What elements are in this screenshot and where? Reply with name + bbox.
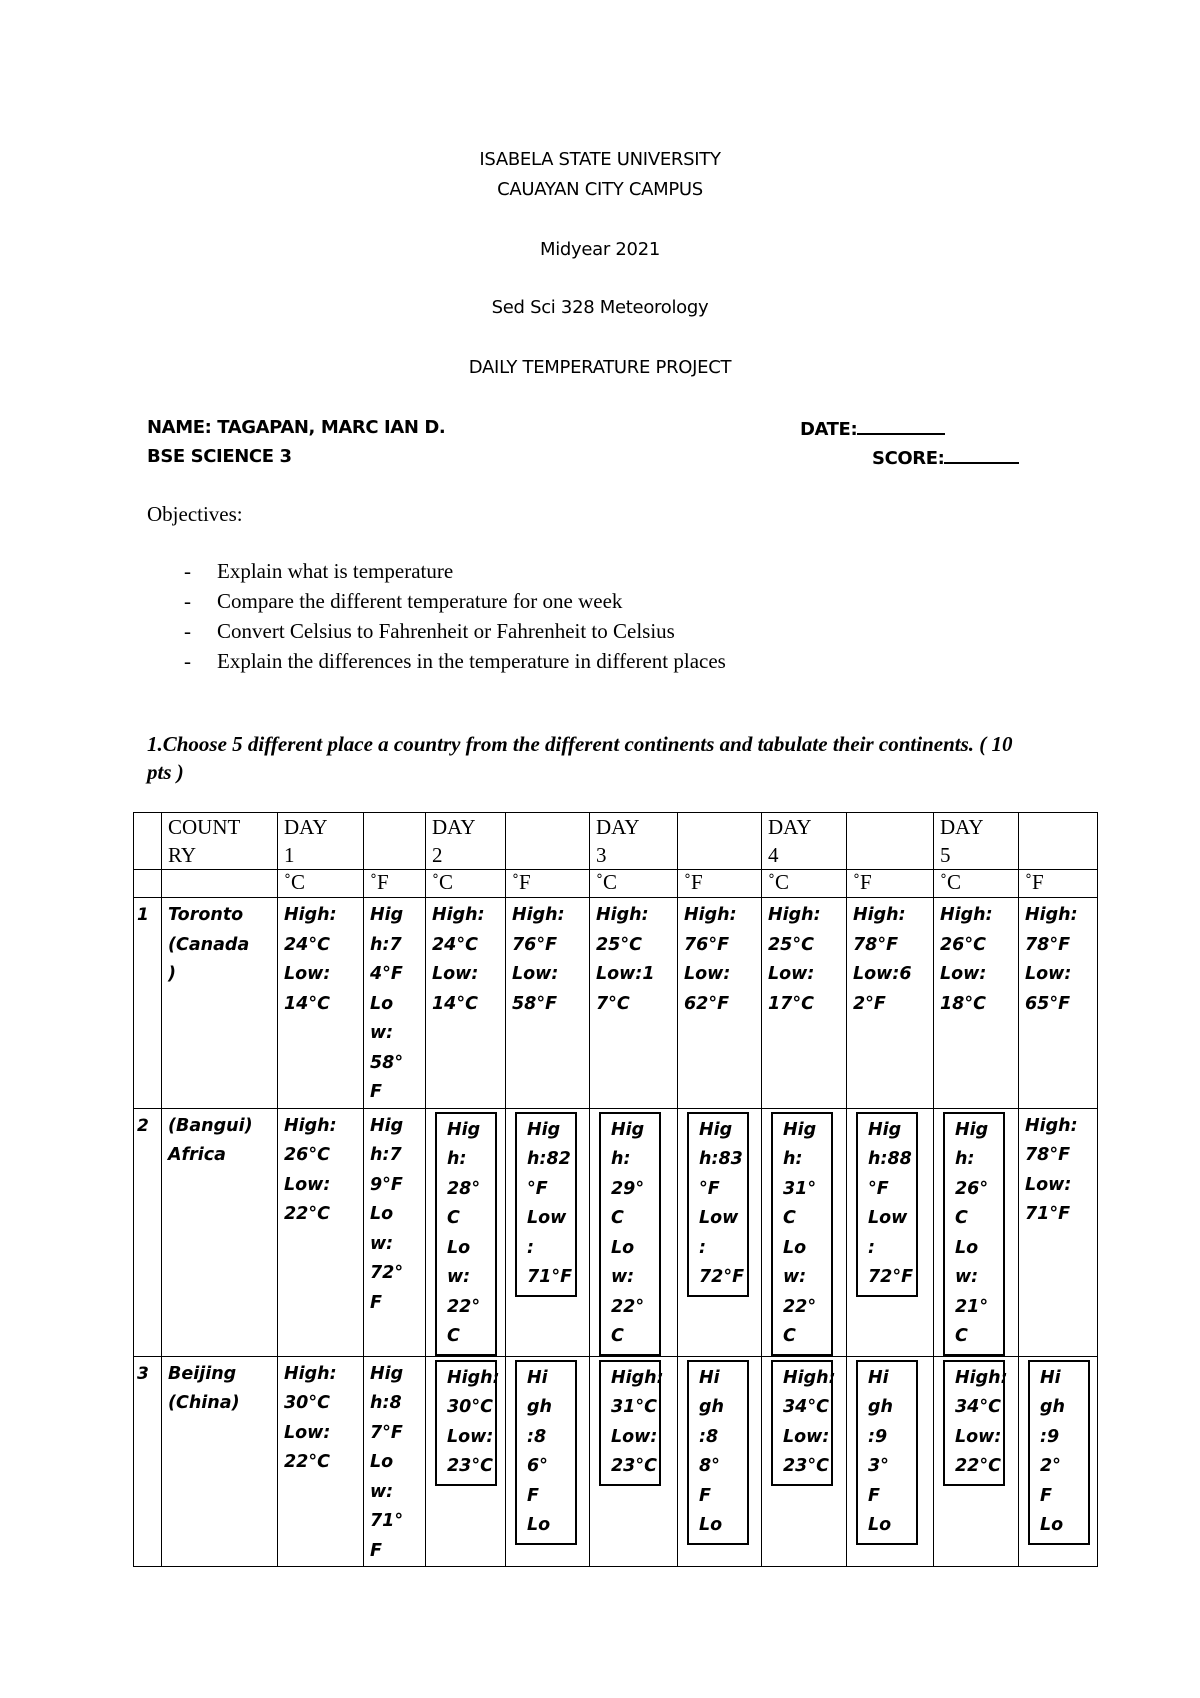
objective-item xyxy=(147,646,726,676)
fahrenheit-cell xyxy=(678,898,762,1109)
row-number: 1 xyxy=(134,898,162,1109)
cell-line: Lo xyxy=(370,993,394,1014)
cell-line: 72°F xyxy=(699,1267,745,1287)
cell-line: 8° xyxy=(699,1456,720,1476)
cell-line: Low: xyxy=(284,964,331,984)
cell-line: w: xyxy=(955,1267,979,1287)
cell-line: Hig xyxy=(370,905,404,925)
fahrenheit-cell xyxy=(364,898,426,1109)
fahrenheit-cell xyxy=(1019,1356,1098,1567)
country-cell xyxy=(162,1356,278,1567)
cell-line: w: xyxy=(370,1233,394,1254)
cell-line: 24°C xyxy=(432,934,478,955)
cell-line: 78°F xyxy=(853,934,899,955)
cell-line: C xyxy=(783,1208,796,1228)
unit-row xyxy=(134,870,1098,898)
cell-line: (Canada xyxy=(168,934,250,955)
cell-line: C xyxy=(447,1326,460,1346)
fahrenheit-cell xyxy=(364,1108,426,1356)
celsius-cell xyxy=(762,898,847,1109)
unit-celsius: ˚C xyxy=(278,870,364,898)
cell-line: Low xyxy=(527,1208,567,1228)
cell-line: High: xyxy=(1025,1115,1078,1136)
cell-line: 14°C xyxy=(284,993,330,1014)
cell-line: C xyxy=(955,1208,968,1228)
cell-line: 7°F xyxy=(370,1422,403,1443)
cell-line: 30°C xyxy=(447,1397,493,1417)
cell-line: High: xyxy=(284,1363,337,1384)
cell-line: Hig xyxy=(447,1119,481,1140)
cell-line: DAY xyxy=(284,815,328,839)
cell-line: High: xyxy=(284,1115,337,1136)
cell-line: 31° xyxy=(783,1178,817,1199)
cell-line: 76°F xyxy=(512,934,558,955)
cell-line: Hig xyxy=(370,1363,404,1384)
cell-line: F xyxy=(370,1540,382,1561)
temperature-table xyxy=(133,812,1098,1567)
cell-line: 26°C xyxy=(940,934,986,955)
cell-line: 78°F xyxy=(1025,934,1071,955)
date-field xyxy=(800,417,945,440)
cell-line: °F xyxy=(527,1178,548,1199)
cell-line: 65°F xyxy=(1025,993,1071,1014)
cell-line: High: xyxy=(447,1367,500,1388)
cell-line: DAY xyxy=(596,815,640,839)
bullet-dash: - xyxy=(184,619,191,643)
unit-celsius: ˚C xyxy=(590,870,678,898)
fahrenheit-cell xyxy=(1019,1108,1098,1356)
celsius-cell xyxy=(934,1356,1019,1567)
cell-line: 2°F xyxy=(853,993,886,1014)
cell-line: w: xyxy=(447,1267,471,1287)
cell-line: Hig xyxy=(783,1119,817,1140)
cell-line: Hi xyxy=(699,1367,720,1388)
cell-line: 26° xyxy=(955,1178,989,1199)
cell-line: RY xyxy=(168,843,197,867)
celsius-cell xyxy=(934,898,1019,1109)
cell-line: Toronto xyxy=(168,905,244,925)
cell-line: DAY xyxy=(768,815,812,839)
celsius-cell xyxy=(590,1108,678,1356)
cell-line: 17°C xyxy=(768,993,814,1014)
cell-line: : xyxy=(699,1237,706,1258)
score-field xyxy=(872,446,1019,469)
celsius-cell xyxy=(278,1108,364,1356)
cell-line: Low: xyxy=(447,1426,494,1447)
cell-line: h:88 xyxy=(868,1149,912,1169)
cell-line: h:7 xyxy=(370,1145,402,1165)
cell-line: High: xyxy=(684,905,737,925)
objective-item xyxy=(147,616,726,646)
fahrenheit-cell xyxy=(847,1108,934,1356)
cell-line: Hi xyxy=(868,1367,889,1388)
country-cell xyxy=(162,898,278,1109)
cell-line: Low: xyxy=(783,1426,830,1447)
course-section: BSE SCIENCE 3 xyxy=(147,446,292,467)
cell-line: Low xyxy=(868,1208,908,1228)
unit-fahrenheit: ˚F xyxy=(506,870,590,898)
objectives-title: Objectives: xyxy=(147,502,243,526)
cell-line: COUNT xyxy=(168,815,241,839)
cell-line: h:83 xyxy=(699,1149,743,1169)
score-blank-line xyxy=(944,446,1019,464)
cell-line: gh xyxy=(699,1397,724,1417)
cell-line: °F xyxy=(868,1178,889,1199)
cell-line: 4°F xyxy=(370,964,403,984)
celsius-cell xyxy=(278,898,364,1109)
row-number: 3 xyxy=(134,1356,162,1567)
cell-line: : xyxy=(868,1237,875,1258)
cell-line: High: xyxy=(596,905,649,925)
table-row xyxy=(134,1108,1098,1356)
course-title: Sed Sci 328 Meteorology xyxy=(491,297,709,318)
cell-line: h: xyxy=(611,1149,631,1169)
cell-line: 72° xyxy=(370,1263,404,1283)
cell-line: 6° xyxy=(527,1456,548,1476)
cell-line: gh xyxy=(527,1397,552,1417)
fahrenheit-cell xyxy=(847,898,934,1109)
cell-line: 26°C xyxy=(284,1145,330,1165)
cell-line: 2° xyxy=(1040,1456,1061,1476)
cell-line: Hig xyxy=(611,1119,645,1140)
cell-line: Lo xyxy=(370,1204,394,1224)
celsius-cell xyxy=(762,1356,847,1567)
day-header xyxy=(934,813,1019,870)
cell-line: Hi xyxy=(527,1367,548,1388)
objective-text: Explain the differences in the temperature in different places xyxy=(217,649,726,673)
cell-line: 4 xyxy=(768,843,779,867)
text-box xyxy=(599,1360,664,1486)
day-header xyxy=(426,813,506,870)
cell-line: 21° xyxy=(955,1296,989,1317)
fahrenheit-cell xyxy=(678,1108,762,1356)
cell-line: :9 xyxy=(1040,1426,1060,1447)
cell-line: Hig xyxy=(527,1119,561,1140)
cell-line: :8 xyxy=(527,1426,547,1447)
cell-line: Low:6 xyxy=(853,964,912,984)
unit-country-cell xyxy=(162,870,278,898)
cell-line: 23°C xyxy=(611,1456,657,1476)
cell-line: Low:1 xyxy=(596,964,655,984)
score-label: SCORE: xyxy=(872,448,945,469)
cell-line: :9 xyxy=(868,1426,888,1447)
unit-fahrenheit: ˚F xyxy=(847,870,934,898)
cell-line: Low: xyxy=(432,964,479,984)
cell-line: Lo xyxy=(1040,1515,1064,1535)
unit-celsius: ˚C xyxy=(426,870,506,898)
cell-line: 3° xyxy=(868,1456,889,1476)
cell-line: Low: xyxy=(768,964,815,984)
objective-text: Explain what is temperature xyxy=(217,559,454,583)
cell-line: F xyxy=(370,1292,382,1313)
cell-line: Hi xyxy=(1040,1367,1061,1388)
cell-line: C xyxy=(611,1208,624,1228)
cell-line: 76°F xyxy=(684,934,730,955)
table-row xyxy=(134,1356,1098,1567)
cell-line: Hig xyxy=(955,1119,989,1140)
cell-line: Low: xyxy=(940,964,987,984)
celsius-cell xyxy=(590,898,678,1109)
cell-line: 28° xyxy=(447,1178,481,1199)
cell-line: F xyxy=(370,1082,382,1102)
cell-line: 23°C xyxy=(783,1456,829,1476)
cell-line: 31°C xyxy=(611,1397,657,1417)
row-number: 2 xyxy=(134,1108,162,1356)
cell-line: 72°F xyxy=(868,1267,914,1287)
bullet-dash: - xyxy=(184,649,191,673)
day-header-blank xyxy=(506,813,590,870)
cell-line: 18°C xyxy=(940,993,986,1014)
unit-fahrenheit: ˚F xyxy=(1019,870,1098,898)
day-header xyxy=(590,813,678,870)
header-num-cell xyxy=(134,813,162,870)
cell-line: 22° xyxy=(447,1296,481,1317)
cell-line: F xyxy=(527,1485,539,1506)
cell-line: w: xyxy=(370,1023,394,1043)
text-box xyxy=(856,1360,918,1545)
celsius-cell xyxy=(934,1108,1019,1356)
cell-line: 29° xyxy=(611,1178,645,1199)
text-box xyxy=(771,1112,833,1356)
cell-line: °F xyxy=(699,1178,720,1199)
celsius-cell xyxy=(426,1356,506,1567)
cell-line: 23°C xyxy=(447,1456,493,1476)
cell-line: High: xyxy=(940,905,993,925)
cell-line: 1 xyxy=(284,843,295,867)
question-1: 1.Choose 5 different place a country from the different continents and tabulate their continents. ( 10 pts ) xyxy=(147,732,1013,784)
cell-line: High: xyxy=(284,905,337,925)
cell-line: 34°C xyxy=(783,1397,829,1417)
cell-line: h:8 xyxy=(370,1393,402,1413)
text-box xyxy=(771,1360,836,1486)
term: Midyear 2021 xyxy=(539,239,661,260)
cell-line: Lo xyxy=(447,1237,471,1258)
cell-line: High: xyxy=(783,1367,836,1388)
country-cell xyxy=(162,1108,278,1356)
cell-line: 58° xyxy=(370,1052,404,1073)
cell-line: w: xyxy=(370,1481,394,1502)
cell-line: High: xyxy=(768,905,821,925)
text-box xyxy=(1028,1360,1090,1545)
cell-line: C xyxy=(955,1326,968,1346)
cell-line: F xyxy=(699,1485,711,1506)
cell-line: Hig xyxy=(699,1119,733,1140)
cell-line: 30°C xyxy=(284,1393,330,1413)
cell-line: Low: xyxy=(955,1426,1002,1447)
cell-line: Lo xyxy=(783,1237,807,1258)
cell-line: h: xyxy=(955,1149,975,1169)
cell-line: Low: xyxy=(611,1426,658,1447)
cell-line: w: xyxy=(783,1267,807,1287)
text-box xyxy=(943,1112,1005,1356)
cell-line: Low: xyxy=(284,1422,331,1443)
cell-line: 22° xyxy=(611,1296,645,1317)
cell-line: High: xyxy=(611,1367,664,1388)
cell-line: Lo xyxy=(611,1237,635,1258)
cell-line: Hig xyxy=(370,1115,404,1136)
celsius-cell xyxy=(426,898,506,1109)
cell-line: 22°C xyxy=(955,1456,1001,1476)
cell-line: Beijing xyxy=(168,1363,237,1384)
cell-line: Low: xyxy=(684,964,731,984)
celsius-cell xyxy=(426,1108,506,1356)
objective-item xyxy=(147,556,726,586)
cell-line: h: xyxy=(447,1149,467,1169)
cell-line: DAY xyxy=(940,815,984,839)
cell-line: High: xyxy=(512,905,565,925)
text-box xyxy=(515,1360,577,1545)
cell-line: 7°C xyxy=(596,993,630,1014)
day-header-blank xyxy=(847,813,934,870)
text-box xyxy=(687,1360,749,1545)
objective-text: Compare the different temperature for one week xyxy=(217,589,623,613)
cell-line: 14°C xyxy=(432,993,478,1014)
unit-num-cell xyxy=(134,870,162,898)
unit-fahrenheit: ˚F xyxy=(678,870,762,898)
unit-celsius: ˚C xyxy=(934,870,1019,898)
cell-line: C xyxy=(783,1326,796,1346)
cell-line: Low xyxy=(699,1208,739,1228)
date-blank-line xyxy=(857,417,945,435)
fahrenheit-cell xyxy=(506,898,590,1109)
day-header-blank xyxy=(1019,813,1098,870)
cell-line: 34°C xyxy=(955,1397,1001,1417)
unit-celsius: ˚C xyxy=(762,870,847,898)
cell-line: Lo xyxy=(868,1515,892,1535)
cell-line: F xyxy=(1040,1485,1052,1506)
cell-line: Low: xyxy=(284,1174,331,1195)
cell-line: :8 xyxy=(699,1426,719,1447)
day-header xyxy=(762,813,847,870)
cell-line: 22° xyxy=(783,1296,817,1317)
fahrenheit-cell xyxy=(364,1356,426,1567)
cell-line: High: xyxy=(853,905,906,925)
cell-line: w: xyxy=(611,1267,635,1287)
cell-line: Lo xyxy=(370,1452,394,1472)
text-box xyxy=(687,1112,749,1297)
cell-line: Africa xyxy=(168,1145,226,1165)
fahrenheit-cell xyxy=(678,1356,762,1567)
cell-line: 24°C xyxy=(284,934,330,955)
student-name: NAME: TAGAPAN, MARC IAN D. xyxy=(147,417,446,438)
unit-fahrenheit: ˚F xyxy=(364,870,426,898)
cell-line: (China) xyxy=(168,1393,240,1413)
cell-line: 5 xyxy=(940,843,951,867)
cell-line: 62°F xyxy=(684,993,730,1014)
cell-line: 22°C xyxy=(284,1452,330,1472)
cell-line: h:7 xyxy=(370,934,402,955)
campus-name: CAUAYAN CITY CAMPUS xyxy=(497,179,703,200)
text-box xyxy=(856,1112,918,1297)
country-header xyxy=(162,813,278,870)
cell-line: C xyxy=(611,1326,624,1346)
cell-line: DAY xyxy=(432,815,476,839)
cell-line: 71°F xyxy=(1025,1204,1071,1224)
cell-line: 22°C xyxy=(284,1204,330,1224)
objective-text: Convert Celsius to Fahrenheit or Fahrenheit to Celsius xyxy=(217,619,675,643)
celsius-cell xyxy=(278,1356,364,1567)
cell-line: (Bangui) xyxy=(168,1115,253,1136)
bullet-dash: - xyxy=(184,589,191,613)
cell-line: Lo xyxy=(699,1515,723,1535)
cell-line: 25°C xyxy=(596,934,642,955)
text-box xyxy=(435,1112,497,1356)
university-name: ISABELA STATE UNIVERSITY xyxy=(479,149,721,170)
fahrenheit-cell xyxy=(1019,898,1098,1109)
header-row xyxy=(134,813,1098,870)
celsius-cell xyxy=(590,1356,678,1567)
cell-line: F xyxy=(868,1485,880,1506)
day-header xyxy=(278,813,364,870)
cell-line: 71°F xyxy=(527,1267,573,1287)
cell-line: h: xyxy=(783,1149,803,1169)
cell-line: h:82 xyxy=(527,1149,571,1169)
fahrenheit-cell xyxy=(506,1108,590,1356)
cell-line: 25°C xyxy=(768,934,814,955)
bullet-dash: - xyxy=(184,559,191,583)
cell-line: 71° xyxy=(370,1511,404,1531)
cell-line: : xyxy=(527,1237,534,1258)
objective-item xyxy=(147,586,726,616)
cell-line: 9°F xyxy=(370,1174,403,1195)
cell-line: 58°F xyxy=(512,993,558,1014)
cell-line: 3 xyxy=(596,843,607,867)
cell-line: Low: xyxy=(512,964,559,984)
cell-line: gh xyxy=(868,1397,893,1417)
text-box xyxy=(943,1360,1008,1486)
cell-line: Lo xyxy=(955,1237,979,1258)
cell-line: C xyxy=(447,1208,460,1228)
celsius-cell xyxy=(762,1108,847,1356)
objectives-list xyxy=(147,556,726,676)
text-box xyxy=(515,1112,577,1297)
cell-line: Hig xyxy=(868,1119,902,1140)
cell-line: 78°F xyxy=(1025,1145,1071,1165)
cell-line: gh xyxy=(1040,1397,1065,1417)
text-box xyxy=(599,1112,661,1356)
date-label: DATE: xyxy=(800,419,858,440)
cell-line: High: xyxy=(955,1367,1008,1388)
project-title: DAILY TEMPERATURE PROJECT xyxy=(468,357,732,378)
cell-line: High: xyxy=(432,905,485,925)
cell-line: ) xyxy=(168,964,176,984)
text-box xyxy=(435,1360,500,1486)
fahrenheit-cell xyxy=(847,1356,934,1567)
day-header-blank xyxy=(678,813,762,870)
day-header-blank xyxy=(364,813,426,870)
table-row xyxy=(134,898,1098,1109)
cell-line: 2 xyxy=(432,843,443,867)
fahrenheit-cell xyxy=(506,1356,590,1567)
cell-line: Low: xyxy=(1025,964,1072,984)
cell-line: Lo xyxy=(527,1515,551,1535)
cell-line: Low: xyxy=(1025,1174,1072,1195)
cell-line: High: xyxy=(1025,905,1078,925)
